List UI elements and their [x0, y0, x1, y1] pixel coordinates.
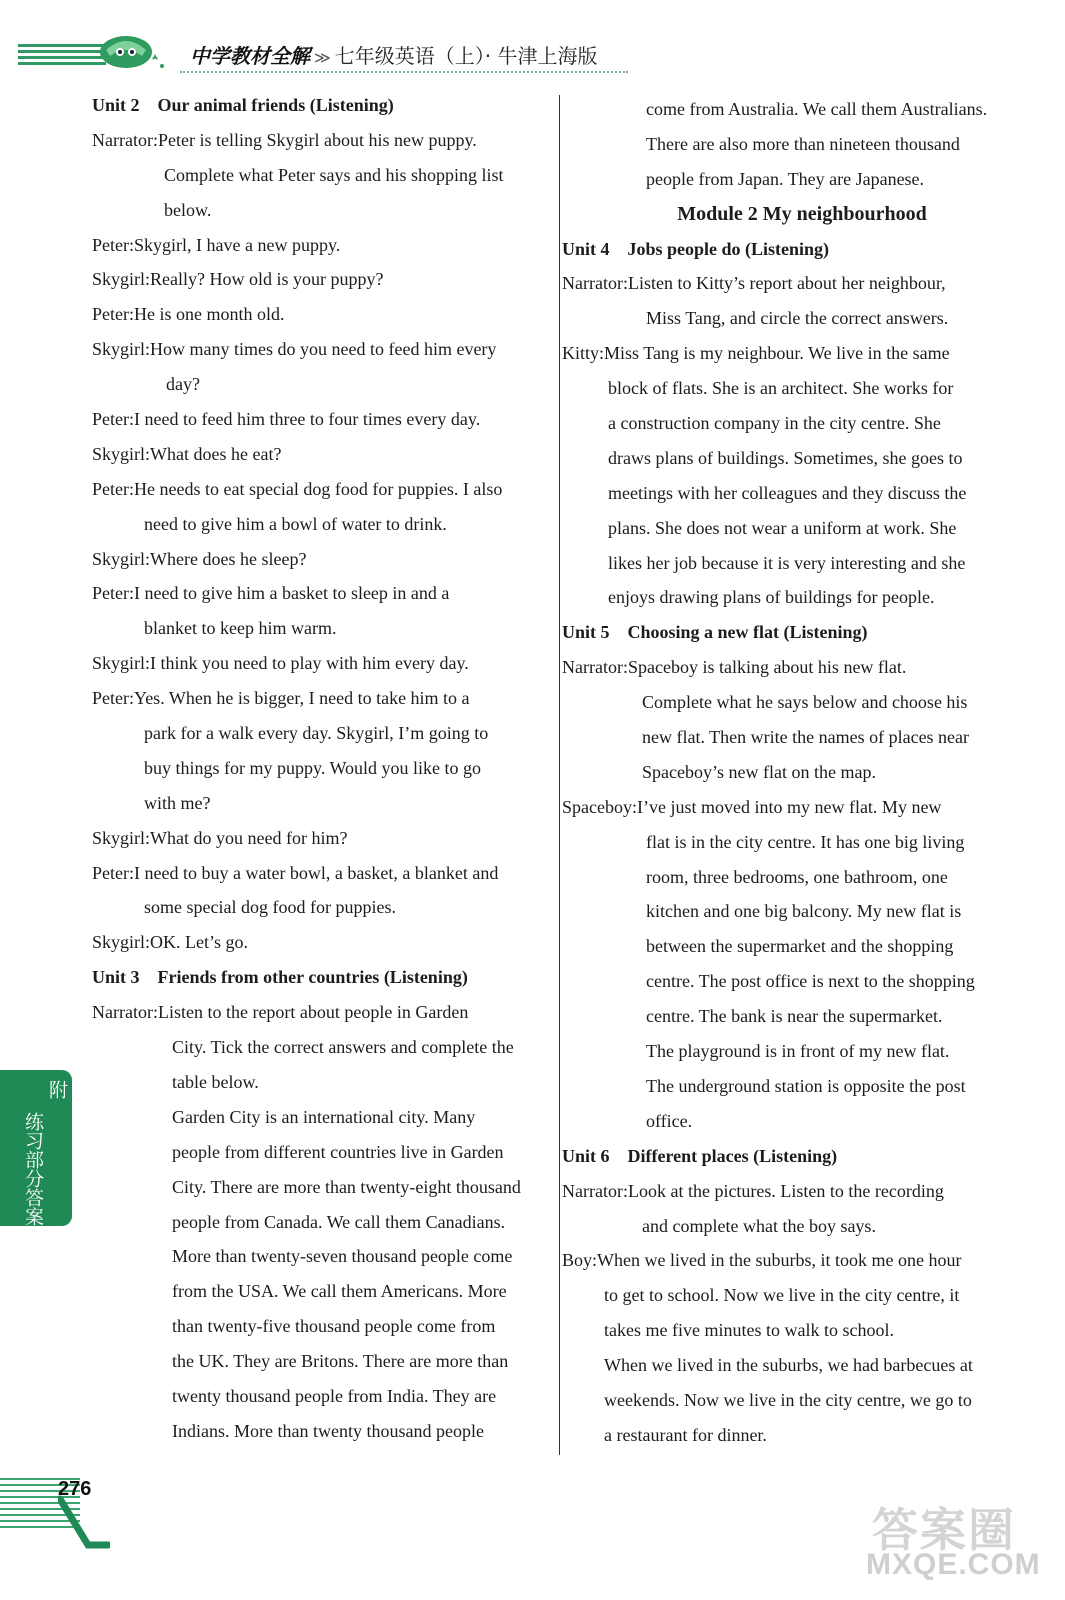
dialogue-line: [92, 995, 548, 1030]
text-line: below.: [164, 199, 212, 220]
speaker-label: Skygirl:: [92, 653, 151, 674]
unit-number: Unit 6: [562, 1145, 610, 1166]
dialogue-text: I need to give him a basket to sleep in and a: [134, 583, 450, 604]
text-line: and complete what the boy says.: [642, 1215, 876, 1236]
side-tab-label-1: 附: [46, 1080, 68, 1099]
unit-title: Different places (Listening): [627, 1145, 838, 1166]
speaker-label: Narrator:: [92, 129, 158, 150]
text-line: Indians. More than twenty thousand people: [172, 1420, 484, 1441]
dialogue-text: Listen to the report about people in Garden: [157, 1002, 469, 1023]
text-line: room, three bedrooms, one bathroom, one: [646, 866, 948, 887]
text-line: Spaceboy’s new flat on the map.: [642, 761, 876, 782]
unit-heading: [562, 1139, 1022, 1174]
text-line: The underground station is opposite the post: [646, 1075, 966, 1096]
dialogue-line: [92, 646, 548, 681]
dialogue-line: [92, 856, 548, 891]
unit-title: Jobs people do (Listening): [627, 238, 830, 259]
text-line: Complete what he says below and choose his: [642, 692, 968, 713]
speaker-label: Peter:: [92, 862, 134, 883]
speaker-label: Skygirl:: [92, 548, 151, 569]
text-line: from the USA. We call them Americans. More: [172, 1281, 507, 1302]
dialogue-line: [562, 1174, 1022, 1209]
unit-number: Unit 4: [562, 238, 610, 259]
text-line: centre. The bank is near the supermarket.: [646, 1006, 943, 1027]
dialogue-text: I think you need to play with him every day.: [150, 653, 469, 674]
dialogue-line: [562, 650, 1022, 685]
dialogue-text: Peter is telling Skygirl about his new puppy.: [157, 129, 477, 150]
unit-title: Friends from other countries (Listening): [157, 967, 468, 988]
text-line: flat is in the city centre. It has one big living: [646, 831, 965, 852]
book-subtitle: 七年级英语（上）· 牛津上海版: [334, 44, 598, 68]
speaker-label: Skygirl:: [92, 827, 151, 848]
dialogue-text: He is one month old.: [134, 304, 285, 325]
dialogue-text: Skygirl, I have a new puppy.: [134, 234, 341, 255]
unit-heading: [92, 960, 548, 995]
text-line: Complete what Peter says and his shopping list: [164, 164, 504, 185]
speaker-label: Peter:: [92, 583, 134, 604]
speaker-label: Narrator:: [562, 273, 628, 294]
dialogue-text: What does he eat?: [150, 443, 282, 464]
dialogue-line: [92, 297, 548, 332]
dialogue-text: Where does he sleep?: [150, 548, 307, 569]
dialogue-text: Listen to Kitty’s report about her neighbour,: [627, 273, 946, 294]
dialogue-line: [92, 402, 548, 437]
unit-heading: [562, 615, 1022, 650]
text-line: centre. The post office is next to the shopping: [646, 971, 975, 992]
text-line: meetings with her colleagues and they discuss the: [608, 482, 967, 503]
dialogue-line: [92, 681, 548, 716]
speaker-label: Boy:: [562, 1250, 598, 1271]
column-divider: [559, 95, 560, 1455]
speaker-label: Skygirl:: [92, 269, 151, 290]
text-line: a construction company in the city centre. She: [608, 413, 941, 434]
speaker-label: Peter:: [92, 688, 134, 709]
unit-number: Unit 3: [92, 967, 140, 988]
dialogue-line: [92, 542, 548, 577]
text-line: City. There are more than twenty-eight thousand: [172, 1176, 521, 1197]
text-line: blanket to keep him warm.: [144, 618, 337, 639]
page-number: 276: [58, 1478, 92, 1500]
speaker-label: Skygirl:: [92, 339, 151, 360]
text-line: office.: [646, 1110, 693, 1131]
header-title: [190, 40, 597, 69]
dialogue-line: [562, 266, 1022, 301]
watermark-url: MXQE.COM: [866, 1548, 1041, 1581]
text-line: new flat. Then write the names of places near: [642, 727, 970, 748]
text-line: Garden City is an international city. Many: [172, 1106, 476, 1127]
side-tab-label-2: 练习部分答案: [22, 1112, 44, 1226]
text-line: come from Australia. We call them Australians.: [646, 99, 988, 119]
text-line: kitchen and one big balcony. My new flat is: [646, 901, 962, 922]
dialogue-text: Really? How old is your puppy?: [150, 269, 384, 290]
dialogue-text: What do you need for him?: [150, 827, 348, 848]
dialogue-text: When we lived in the suburbs, it took me one hour: [597, 1250, 962, 1271]
right-column: [562, 92, 1022, 1453]
text-line: to get to school. Now we live in the city centre, it: [604, 1285, 960, 1306]
speaker-label: Narrator:: [92, 1002, 158, 1023]
text-line: people from different countries live in Garden: [172, 1141, 504, 1162]
dialogue-text: I’ve just moved into my new flat. My new: [636, 796, 942, 817]
dialogue-line: [92, 262, 548, 297]
speaker-label: Narrator:: [562, 657, 628, 678]
dialogue-line: [92, 472, 548, 507]
unit-number: Unit 5: [562, 622, 610, 643]
watermark-logo: 答案圈: [872, 1503, 1016, 1557]
dialogue-text: I need to feed him three to four times every day.: [134, 409, 481, 430]
book-mascot-icon: [92, 30, 164, 72]
text-line: draws plans of buildings. Sometimes, she goes to: [608, 447, 963, 468]
dialogue-line: [92, 925, 548, 960]
text-line: park for a walk every day. Skygirl, I’m going to: [144, 723, 489, 744]
dialogue-text: Spaceboy is talking about his new flat.: [627, 657, 907, 678]
text-line: City. Tick the correct answers and complete the: [172, 1037, 514, 1058]
text-line: More than twenty-seven thousand people come: [172, 1246, 513, 1267]
speaker-label: Peter:: [92, 304, 134, 325]
header-separator: ≫: [314, 48, 331, 67]
text-line: There are also more than nineteen thousand: [646, 133, 960, 154]
text-line: with me?: [144, 792, 211, 813]
dialogue-text: Look at the pictures. Listen to the recording: [627, 1180, 944, 1201]
unit-number: Unit 2: [92, 95, 140, 115]
text-line: Miss Tang, and circle the correct answers.: [646, 308, 949, 329]
dialogue-line: [92, 228, 548, 263]
text-line: weekends. Now we live in the city centre, we go to: [604, 1389, 972, 1410]
text-line: need to give him a bowl of water to drink.: [144, 513, 447, 534]
dialogue-line: [562, 336, 1022, 371]
text-line: plans. She does not wear a uniform at work. She: [608, 517, 957, 538]
text-line: people from Canada. We call them Canadians.: [172, 1211, 506, 1232]
dialogue-text: Yes. When he is bigger, I need to take him to a: [134, 688, 470, 709]
speaker-label: Kitty:: [562, 343, 605, 364]
speaker-label: Skygirl:: [92, 443, 151, 464]
speaker-label: Peter:: [92, 478, 134, 499]
text-line: likes her job because it is very interesting and she: [608, 552, 966, 573]
dialogue-text: How many times do you need to feed him every: [150, 339, 497, 360]
speaker-label: Spaceboy:: [562, 796, 637, 817]
text-line: buy things for my puppy. Would you like to go: [144, 757, 482, 778]
unit-heading: [92, 88, 548, 123]
text-line: table below.: [172, 1071, 259, 1092]
page-corner-hook-icon: [58, 1495, 110, 1551]
speaker-label: Peter:: [92, 409, 134, 430]
dialogue-text: He needs to eat special dog food for puppies. I also: [134, 478, 503, 499]
unit-title: Our animal friends (Listening): [157, 95, 394, 115]
speaker-label: Narrator:: [562, 1180, 628, 1201]
text-line: The playground is in front of my new flat.: [646, 1041, 950, 1062]
dialogue-line: [92, 576, 548, 611]
text-line: people from Japan. They are Japanese.: [646, 168, 925, 189]
dialogue-line: [92, 332, 548, 367]
unit-heading: [562, 232, 1022, 267]
dialogue-line: [92, 437, 548, 472]
text-line: block of flats. She is an architect. She works for: [608, 378, 954, 399]
left-column: [92, 88, 548, 1449]
speaker-label: Skygirl:: [92, 932, 151, 953]
text-line: a restaurant for dinner.: [604, 1424, 767, 1445]
appendix-side-tab: [0, 1070, 72, 1226]
dialogue-text: Miss Tang is my neighbour. We live in the same: [604, 343, 950, 364]
text-line: than twenty-five thousand people come from: [172, 1316, 496, 1337]
dialogue-line: [562, 1243, 1022, 1278]
module-heading: Module 2 My neighbourhood: [677, 202, 927, 225]
dialogue-text: I need to buy a water bowl, a basket, a blanket and: [134, 862, 499, 883]
text-line: twenty thousand people from India. They are: [172, 1385, 497, 1406]
text-line: day?: [166, 374, 200, 395]
book-brand: 中学教材全解: [190, 44, 310, 68]
dialogue-line: [92, 123, 548, 158]
unit-title: Choosing a new flat (Listening): [627, 622, 868, 643]
text-line: When we lived in the suburbs, we had barbecues at: [604, 1355, 973, 1376]
speaker-label: Peter:: [92, 234, 134, 255]
dialogue-line: [92, 821, 548, 856]
text-line: takes me five minutes to walk to school.: [604, 1320, 894, 1341]
text-line: some special dog food for puppies.: [144, 897, 396, 918]
dialogue-text: OK. Let’s go.: [150, 932, 249, 953]
text-line: enjoys drawing plans of buildings for people.: [608, 587, 935, 608]
header-dotted-rule: [180, 71, 628, 73]
dialogue-line: [562, 790, 1022, 825]
text-line: between the supermarket and the shopping: [646, 936, 954, 957]
text-line: the UK. They are Britons. There are more than: [172, 1351, 509, 1372]
